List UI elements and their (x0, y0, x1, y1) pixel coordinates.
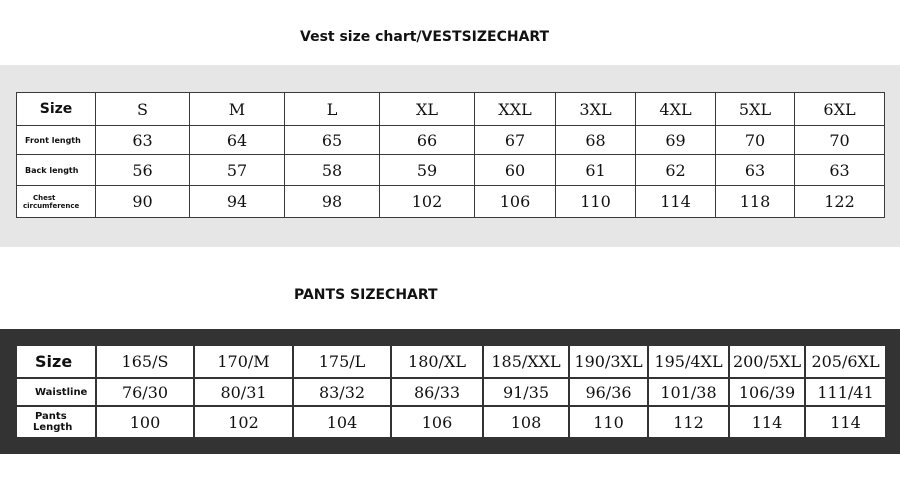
vest-size-cell: XL (380, 93, 475, 126)
row-label-line: Pants (35, 411, 67, 422)
pants-size-cell: 195/4XL (648, 345, 729, 378)
table-cell: 96/36 (569, 378, 648, 406)
table-cell: 106/39 (729, 378, 805, 406)
table-cell: 61 (556, 155, 636, 186)
vest-chart-title: Vest size chart/VESTSIZECHART (300, 29, 550, 45)
table-cell: 63 (795, 155, 885, 186)
vest-size-cell: 6XL (795, 93, 885, 126)
vest-size-cell: 5XL (716, 93, 795, 126)
table-cell: 106 (391, 406, 483, 438)
table-cell: 70 (795, 126, 885, 155)
table-cell: 91/35 (483, 378, 569, 406)
table-cell: 63 (96, 126, 190, 155)
table-cell: 114 (805, 406, 886, 438)
table-cell: 90 (96, 186, 190, 218)
vest-size-cell: 3XL (556, 93, 636, 126)
row-label-line: Length (33, 422, 73, 433)
row-label-line: circumference (23, 201, 80, 210)
table-cell: 114 (729, 406, 805, 438)
table-cell: 60 (475, 155, 556, 186)
table-cell: 70 (716, 126, 795, 155)
pants-size-cell: 170/M (194, 345, 293, 378)
row-label-waistline: Waistline (16, 378, 96, 406)
vest-header-row (17, 93, 885, 126)
table-cell: 64 (190, 126, 285, 155)
pants-size-cell: 175/L (293, 345, 391, 378)
pants-size-header: Size (16, 345, 96, 378)
table-row (17, 126, 885, 155)
table-cell: 86/33 (391, 378, 483, 406)
table-cell: 112 (648, 406, 729, 438)
table-cell: 111/41 (805, 378, 886, 406)
table-row (16, 378, 886, 406)
vest-size-cell: L (285, 93, 380, 126)
table-cell: 110 (556, 186, 636, 218)
table-cell: 122 (795, 186, 885, 218)
table-cell: 59 (380, 155, 475, 186)
row-label-pants-length (16, 406, 96, 438)
vest-size-cell: S (96, 93, 190, 126)
table-cell: 114 (636, 186, 716, 218)
vest-size-cell: XXL (475, 93, 556, 126)
pants-size-cell: 200/5XL (729, 345, 805, 378)
vest-size-cell: M (190, 93, 285, 126)
table-cell: 58 (285, 155, 380, 186)
table-cell: 100 (96, 406, 194, 438)
pants-size-cell: 185/XXL (483, 345, 569, 378)
pants-size-cell: 165/S (96, 345, 194, 378)
table-cell: 63 (716, 155, 795, 186)
table-cell: 102 (194, 406, 293, 438)
table-cell: 80/31 (194, 378, 293, 406)
vest-size-table (16, 92, 885, 218)
table-cell: 65 (285, 126, 380, 155)
table-cell: 104 (293, 406, 391, 438)
table-cell: 106 (475, 186, 556, 218)
row-label-front-length: Front length (17, 126, 96, 155)
table-cell: 57 (190, 155, 285, 186)
table-cell: 108 (483, 406, 569, 438)
table-cell: 110 (569, 406, 648, 438)
pants-size-cell: 205/6XL (805, 345, 886, 378)
pants-chart-title: PANTS SIZECHART (294, 287, 438, 303)
table-cell: 76/30 (96, 378, 194, 406)
pants-header-row (16, 345, 886, 378)
table-cell: 62 (636, 155, 716, 186)
table-cell: 67 (475, 126, 556, 155)
table-cell: 118 (716, 186, 795, 218)
table-cell: 102 (380, 186, 475, 218)
table-cell: 83/32 (293, 378, 391, 406)
table-cell: 68 (556, 126, 636, 155)
table-cell: 66 (380, 126, 475, 155)
pants-size-cell: 190/3XL (569, 345, 648, 378)
row-label-line: Chest (33, 193, 56, 202)
vest-size-cell: 4XL (636, 93, 716, 126)
pants-size-cell: 180/XL (391, 345, 483, 378)
table-cell: 56 (96, 155, 190, 186)
pants-size-table (15, 344, 887, 439)
row-label-back-length: Back length (17, 155, 96, 186)
table-cell: 94 (190, 186, 285, 218)
table-row (16, 406, 886, 438)
row-label-chest-circumference (17, 186, 96, 218)
table-cell: 98 (285, 186, 380, 218)
table-row (17, 186, 885, 218)
vest-size-header: Size (17, 93, 96, 126)
table-row (17, 155, 885, 186)
table-cell: 69 (636, 126, 716, 155)
table-cell: 101/38 (648, 378, 729, 406)
